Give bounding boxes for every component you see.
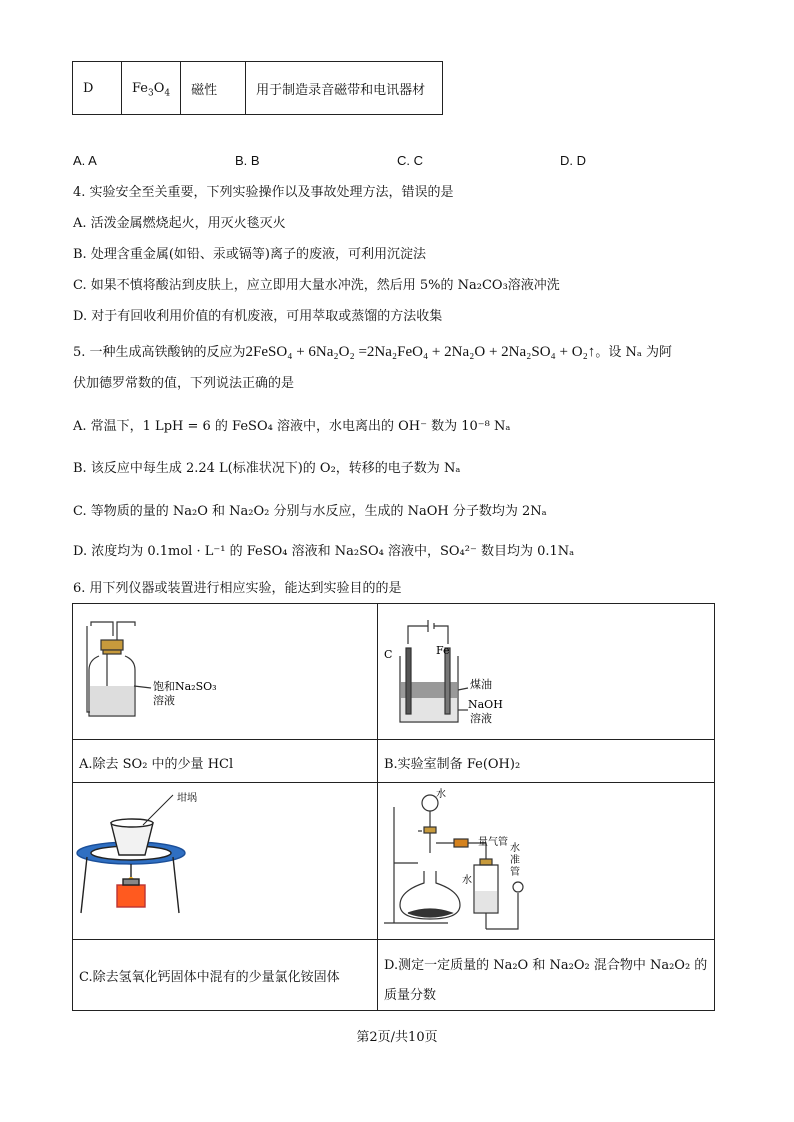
q4-option-c: C. 如果不慎将酸沾到皮肤上，应立即用大量水冲洗，然后用 5%的 Na₂CO₃溶液冲洗 — [73, 278, 560, 293]
figure-b-label-solution: 溶液 — [470, 712, 492, 725]
q5-stem-post: 。设 Nₐ 为阿 — [595, 345, 672, 360]
figure-a-label-1: 饱和Na₂SO₃ — [153, 680, 217, 693]
caption-d-cell — [377, 939, 715, 1011]
caption-d-line2: 质量分数 — [384, 988, 437, 1003]
figure-d-label-level-tube-2: 准 — [510, 855, 520, 866]
figure-d-label-level-tube-1: 水 — [510, 843, 520, 854]
option-c: C. C — [397, 153, 423, 168]
q5-option-c: C. 等物质的量的 Na₂O 和 Na₂O₂ 分别与水反应，生成的 NaOH 分子数均为 2Nₐ — [73, 504, 547, 519]
figure-b-label-fe: Fe — [436, 644, 450, 657]
q6-stem: 6. 用下列仪器或装置进行相应实验，能达到实验目的的是 — [73, 581, 402, 596]
option-b: B. B — [235, 153, 260, 168]
q6-apparatus-grid — [72, 603, 715, 1011]
figure-c-cell — [72, 782, 378, 940]
figure-b-label-c: C — [384, 648, 393, 661]
table-cell-formula: $Fe_3O_4$ — [122, 62, 181, 115]
figure-a-cell — [72, 603, 378, 740]
option-a: A. A — [73, 153, 97, 168]
caption-c-cell — [72, 939, 378, 1011]
figure-d-label-level-tube-3: 管 — [510, 867, 520, 878]
table-row — [73, 62, 443, 115]
figure-d-label-water-left: 水 — [462, 875, 472, 886]
q5-option-d: D. 浓度均为 0.1mol · L⁻¹ 的 FeSO₄ 溶液和 Na₂SO₄ 溶液中，SO₄²⁻ 数目均为 0.1Nₐ — [73, 544, 575, 559]
table-cell-use: 用于制造录音磁带和电讯器材 — [246, 62, 443, 115]
figure-a-gas-washing-bottle — [73, 604, 377, 739]
figure-b-cell — [377, 603, 715, 740]
caption-b-cell — [377, 739, 715, 783]
figure-a-label-2: 溶液 — [153, 694, 175, 707]
figure-d-label-gas-tube: 量气管 — [478, 837, 508, 848]
answer-table — [72, 61, 443, 115]
table-cell-property: 磁性 — [181, 62, 246, 115]
q4-option-b: B. 处理含重金属(如铅、汞或镉等)离子的废液，可利用沉淀法 — [73, 247, 426, 262]
page-footer: 第2页/共10页 — [356, 1030, 438, 1045]
q5-option-b: B. 该反应中每生成 2.24 L(标准状况下)的 O₂，转移的电子数为 Nₐ — [73, 461, 461, 476]
table-cell-letter: D — [73, 62, 122, 115]
q5-option-a: A. 常温下，1 LpH = 6 的 FeSO₄ 溶液中，水电离出的 OH⁻ 数为 10⁻⁸ Nₐ — [73, 419, 511, 434]
option-d: D. D — [560, 153, 586, 168]
caption-d-line1: D.测定一定质量的 Na₂O 和 Na₂O₂ 混合物中 Na₂O₂ 的 — [384, 958, 708, 973]
q5-stem-pre: 5. 一种生成高铁酸钠的反应为 — [73, 345, 246, 360]
figure-b-label-kerosene: 煤油 — [470, 678, 492, 691]
q4-stem: 4. 实验安全至关重要，下列实验操作以及事故处理方法，错误的是 — [73, 185, 454, 200]
figure-d-cell — [377, 782, 715, 940]
figure-b-label-naoh: NaOH — [468, 698, 503, 711]
caption-b: B.实验室制备 Fe(OH)₂ — [384, 757, 521, 772]
figure-d-gas-measuring-apparatus — [378, 783, 714, 939]
caption-c: C.除去氢氧化钙固体中混有的少量氯化铵固体 — [79, 970, 340, 985]
figure-d-label-water-top: 水 — [436, 789, 446, 800]
q5-stem — [73, 343, 672, 362]
figure-c-label-crucible: 坩埚 — [177, 793, 197, 804]
figure-b-electrolysis-apparatus — [378, 604, 714, 739]
q5-equation: 2FeSO₄ + 6Na₂O₂ =2Na₂FeO₄ + 2Na₂O + 2Na₂SO₄ + O₂↑ — [245, 344, 596, 360]
q4-option-d: D. 对于有回收利用价值的有机废液，可用萃取或蒸馏的方法收集 — [73, 309, 443, 324]
caption-a: A.除去 SO₂ 中的少量 HCl — [79, 757, 234, 772]
q4-option-a: A. 活泼金属燃烧起火，用灭火毯灭火 — [73, 216, 286, 231]
caption-a-cell — [72, 739, 378, 783]
figure-c-crucible-heating — [73, 783, 377, 939]
q5-stem-line2: 伏加德罗常数的值，下列说法正确的是 — [73, 376, 295, 391]
